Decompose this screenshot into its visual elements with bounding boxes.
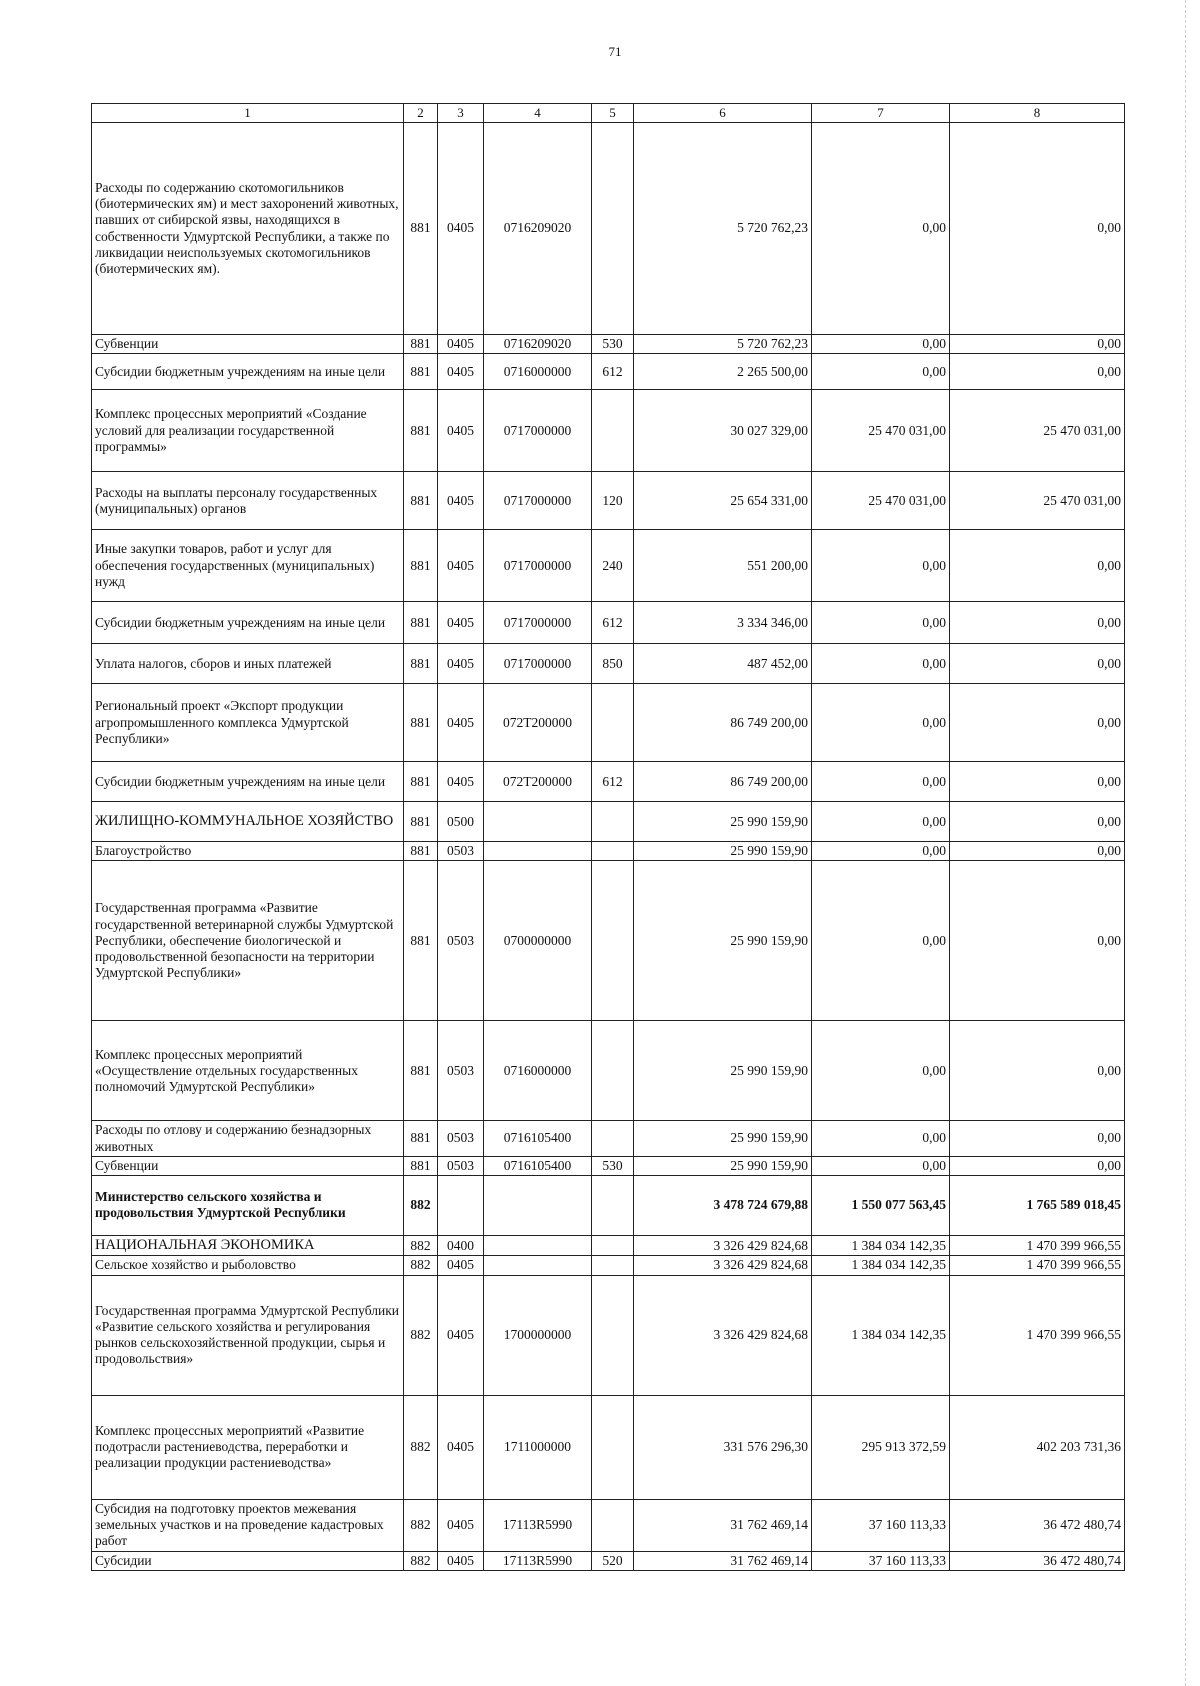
cell-admin-code: 882 — [404, 1256, 438, 1275]
cell-target-code: 072Т200000 — [484, 762, 592, 802]
cell-expense-type — [592, 842, 634, 861]
cell-target-code: 0716209020 — [484, 123, 592, 335]
cell-target-code: 0716000000 — [484, 354, 592, 390]
row-name: Региональный проект «Экспорт продукции агропромышленного комплекса Удмуртской Республики» — [92, 684, 404, 762]
cell-target-code — [484, 1175, 592, 1235]
column-header: 6 — [634, 104, 812, 123]
cell-amount-col6: 25 990 159,90 — [634, 1121, 812, 1156]
cell-amount-col7: 0,00 — [812, 684, 950, 762]
cell-target-code: 17113R5990 — [484, 1499, 592, 1551]
table-row — [92, 530, 1125, 602]
cell-target-code: 0716105400 — [484, 1121, 592, 1156]
cell-target-code: 1700000000 — [484, 1275, 592, 1395]
row-name: Субвенции — [92, 1156, 404, 1175]
cell-admin-code: 881 — [404, 390, 438, 472]
cell-admin-code: 881 — [404, 602, 438, 644]
column-header: 1 — [92, 104, 404, 123]
row-name: Субсидии бюджетным учреждениям на иные цели — [92, 762, 404, 802]
scan-edge-line — [1184, 0, 1186, 1686]
cell-amount-col8: 0,00 — [950, 1121, 1125, 1156]
cell-expense-type: 520 — [592, 1551, 634, 1570]
cell-target-code: 0717000000 — [484, 530, 592, 602]
cell-amount-col6: 25 990 159,90 — [634, 802, 812, 842]
cell-expense-type — [592, 1121, 634, 1156]
cell-section-code — [438, 1175, 484, 1235]
cell-target-code: 0716105400 — [484, 1156, 592, 1175]
column-header: 7 — [812, 104, 950, 123]
cell-target-code — [484, 1235, 592, 1255]
cell-expense-type — [592, 1395, 634, 1499]
cell-section-code: 0503 — [438, 1021, 484, 1121]
cell-amount-col8: 1 470 399 966,55 — [950, 1235, 1125, 1255]
cell-target-code: 0716209020 — [484, 335, 592, 354]
cell-amount-col6: 25 654 331,00 — [634, 472, 812, 530]
cell-amount-col8: 0,00 — [950, 684, 1125, 762]
table-row — [92, 1256, 1125, 1275]
table-row — [92, 354, 1125, 390]
cell-expense-type — [592, 802, 634, 842]
cell-amount-col6: 551 200,00 — [634, 530, 812, 602]
cell-admin-code: 882 — [404, 1395, 438, 1499]
table-row — [92, 335, 1125, 354]
row-name: Субсидия на подготовку проектов межевания земельных участков и на проведение кадастровых работ — [92, 1499, 404, 1551]
cell-target-code — [484, 1256, 592, 1275]
table-row — [92, 1121, 1125, 1156]
cell-amount-col6: 3 334 346,00 — [634, 602, 812, 644]
table-row — [92, 390, 1125, 472]
table-row-ministry-total — [92, 1175, 1125, 1235]
cell-section-code: 0503 — [438, 861, 484, 1021]
column-header: 5 — [592, 104, 634, 123]
cell-amount-col7: 25 470 031,00 — [812, 390, 950, 472]
cell-amount-col7: 0,00 — [812, 1156, 950, 1175]
cell-target-code: 072Т200000 — [484, 684, 592, 762]
cell-admin-code: 881 — [404, 530, 438, 602]
table-row — [92, 802, 1125, 842]
cell-amount-col6: 25 990 159,90 — [634, 1021, 812, 1121]
column-header: 8 — [950, 104, 1125, 123]
cell-amount-col7: 1 384 034 142,35 — [812, 1275, 950, 1395]
cell-section-code: 0405 — [438, 123, 484, 335]
table-row — [92, 1021, 1125, 1121]
column-header: 4 — [484, 104, 592, 123]
row-name: Комплекс процессных мероприятий «Развитие подотрасли растениеводства, переработки и реализации продукции растениеводства» — [92, 1395, 404, 1499]
cell-amount-col6: 25 990 159,90 — [634, 842, 812, 861]
row-name: Сельское хозяйство и рыболовство — [92, 1256, 404, 1275]
row-name: Субвенции — [92, 335, 404, 354]
cell-amount-col6: 25 990 159,90 — [634, 1156, 812, 1175]
cell-admin-code: 882 — [404, 1551, 438, 1570]
row-name: ЖИЛИЩНО-КОММУНАЛЬНОЕ ХОЗЯЙСТВО — [92, 802, 404, 842]
cell-amount-col7: 1 384 034 142,35 — [812, 1235, 950, 1255]
row-name: Субсидии — [92, 1551, 404, 1570]
cell-admin-code: 881 — [404, 1156, 438, 1175]
cell-expense-type — [592, 684, 634, 762]
cell-section-code: 0405 — [438, 335, 484, 354]
table-row — [92, 123, 1125, 335]
row-name: НАЦИОНАЛЬНАЯ ЭКОНОМИКА — [92, 1235, 404, 1255]
cell-amount-col8: 0,00 — [950, 644, 1125, 684]
cell-amount-col7: 0,00 — [812, 1121, 950, 1156]
row-name: Субсидии бюджетным учреждениям на иные цели — [92, 354, 404, 390]
cell-expense-type — [592, 1175, 634, 1235]
table-row — [92, 842, 1125, 861]
column-number-row — [92, 104, 1125, 123]
cell-target-code: 0717000000 — [484, 390, 592, 472]
table-row — [92, 1551, 1125, 1570]
cell-amount-col7: 1 384 034 142,35 — [812, 1256, 950, 1275]
cell-section-code: 0405 — [438, 684, 484, 762]
cell-admin-code: 881 — [404, 762, 438, 802]
cell-expense-type: 612 — [592, 602, 634, 644]
column-header: 3 — [438, 104, 484, 123]
table-row — [92, 1156, 1125, 1175]
cell-admin-code: 882 — [404, 1175, 438, 1235]
column-header: 2 — [404, 104, 438, 123]
cell-amount-col6: 5 720 762,23 — [634, 335, 812, 354]
cell-amount-col6: 31 762 469,14 — [634, 1551, 812, 1570]
row-name: Благоустройство — [92, 842, 404, 861]
cell-amount-col7: 0,00 — [812, 602, 950, 644]
cell-amount-col8: 0,00 — [950, 354, 1125, 390]
cell-amount-col6: 3 326 429 824,68 — [634, 1275, 812, 1395]
cell-amount-col8: 0,00 — [950, 762, 1125, 802]
row-name: Государственная программа «Развитие государственной ветеринарной службы Удмуртской Республики, обеспечение биологической и продовольственной безопасности на территории Удмуртской Республики» — [92, 861, 404, 1021]
table-row — [92, 1235, 1125, 1255]
cell-expense-type: 120 — [592, 472, 634, 530]
row-name: Расходы по содержанию скотомогильников (биотермических ям) и мест захоронений животных, павших от сибирской язвы, находящихся в собственности Удмуртской Республики, а также по ликвидации неиспользуемых скотомогильников (биотермических ям). — [92, 123, 404, 335]
cell-target-code — [484, 802, 592, 842]
row-name: Иные закупки товаров, работ и услуг для обеспечения государственных (муниципальных) нужд — [92, 530, 404, 602]
row-name: Субсидии бюджетным учреждениям на иные цели — [92, 602, 404, 644]
cell-amount-col8: 36 472 480,74 — [950, 1551, 1125, 1570]
cell-section-code: 0405 — [438, 354, 484, 390]
cell-amount-col8: 0,00 — [950, 842, 1125, 861]
cell-admin-code: 881 — [404, 335, 438, 354]
cell-amount-col6: 331 576 296,30 — [634, 1395, 812, 1499]
budget-table — [91, 103, 1125, 1571]
cell-amount-col7: 37 160 113,33 — [812, 1551, 950, 1570]
cell-expense-type — [592, 123, 634, 335]
cell-amount-col6: 487 452,00 — [634, 644, 812, 684]
cell-section-code: 0405 — [438, 472, 484, 530]
table-row — [92, 1499, 1125, 1551]
cell-expense-type: 240 — [592, 530, 634, 602]
cell-target-code: 0717000000 — [484, 644, 592, 684]
cell-amount-col7: 0,00 — [812, 802, 950, 842]
cell-section-code: 0405 — [438, 1256, 484, 1275]
cell-expense-type: 612 — [592, 762, 634, 802]
cell-section-code: 0405 — [438, 644, 484, 684]
cell-amount-col6: 3 326 429 824,68 — [634, 1235, 812, 1255]
table-row — [92, 1395, 1125, 1499]
cell-amount-col8: 0,00 — [950, 123, 1125, 335]
cell-section-code: 0400 — [438, 1235, 484, 1255]
cell-section-code: 0503 — [438, 842, 484, 861]
cell-amount-col6: 3 478 724 679,88 — [634, 1175, 812, 1235]
table-row — [92, 1275, 1125, 1395]
cell-amount-col8: 36 472 480,74 — [950, 1499, 1125, 1551]
cell-admin-code: 881 — [404, 123, 438, 335]
cell-expense-type — [592, 1235, 634, 1255]
row-name: Уплата налогов, сборов и иных платежей — [92, 644, 404, 684]
cell-admin-code: 881 — [404, 1021, 438, 1121]
cell-amount-col7: 0,00 — [812, 644, 950, 684]
cell-admin-code: 881 — [404, 842, 438, 861]
row-name: Комплекс процессных мероприятий «Осуществление отдельных государственных полномочий Удмуртской Республики» — [92, 1021, 404, 1121]
row-name: Расходы на выплаты персоналу государственных (муниципальных) органов — [92, 472, 404, 530]
cell-amount-col6: 86 749 200,00 — [634, 684, 812, 762]
cell-admin-code: 881 — [404, 644, 438, 684]
cell-amount-col8: 25 470 031,00 — [950, 472, 1125, 530]
cell-admin-code: 881 — [404, 354, 438, 390]
cell-admin-code: 882 — [404, 1499, 438, 1551]
table-row — [92, 472, 1125, 530]
table-row — [92, 861, 1125, 1021]
cell-section-code: 0405 — [438, 602, 484, 644]
cell-amount-col6: 2 265 500,00 — [634, 354, 812, 390]
cell-section-code: 0500 — [438, 802, 484, 842]
cell-amount-col7: 1 550 077 563,45 — [812, 1175, 950, 1235]
cell-amount-col8: 0,00 — [950, 802, 1125, 842]
cell-amount-col6: 5 720 762,23 — [634, 123, 812, 335]
cell-section-code: 0503 — [438, 1121, 484, 1156]
row-name: Министерство сельского хозяйства и продовольствия Удмуртской Республики — [92, 1175, 404, 1235]
cell-target-code: 0716000000 — [484, 1021, 592, 1121]
cell-admin-code: 881 — [404, 1121, 438, 1156]
cell-amount-col7: 0,00 — [812, 335, 950, 354]
cell-expense-type — [592, 861, 634, 1021]
cell-amount-col7: 37 160 113,33 — [812, 1499, 950, 1551]
cell-expense-type — [592, 390, 634, 472]
cell-section-code: 0405 — [438, 762, 484, 802]
cell-target-code: 0717000000 — [484, 472, 592, 530]
cell-section-code: 0405 — [438, 1499, 484, 1551]
cell-amount-col8: 1 470 399 966,55 — [950, 1256, 1125, 1275]
cell-amount-col8: 0,00 — [950, 861, 1125, 1021]
cell-amount-col7: 0,00 — [812, 123, 950, 335]
cell-amount-col8: 0,00 — [950, 1021, 1125, 1121]
cell-amount-col7: 0,00 — [812, 842, 950, 861]
cell-amount-col8: 0,00 — [950, 1156, 1125, 1175]
cell-target-code: 0717000000 — [484, 602, 592, 644]
cell-expense-type: 530 — [592, 335, 634, 354]
cell-expense-type — [592, 1499, 634, 1551]
cell-admin-code: 881 — [404, 861, 438, 1021]
cell-admin-code: 882 — [404, 1235, 438, 1255]
cell-admin-code: 881 — [404, 472, 438, 530]
cell-amount-col8: 1 765 589 018,45 — [950, 1175, 1125, 1235]
cell-amount-col7: 0,00 — [812, 530, 950, 602]
cell-amount-col8: 1 470 399 966,55 — [950, 1275, 1125, 1395]
cell-section-code: 0503 — [438, 1156, 484, 1175]
table-row — [92, 644, 1125, 684]
cell-amount-col6: 31 762 469,14 — [634, 1499, 812, 1551]
cell-amount-col7: 0,00 — [812, 1021, 950, 1121]
cell-amount-col6: 86 749 200,00 — [634, 762, 812, 802]
cell-amount-col6: 3 326 429 824,68 — [634, 1256, 812, 1275]
page-number: 71 — [608, 44, 622, 59]
table-row — [92, 684, 1125, 762]
cell-admin-code: 882 — [404, 1275, 438, 1395]
cell-target-code: 17113R5990 — [484, 1551, 592, 1570]
cell-amount-col7: 0,00 — [812, 354, 950, 390]
cell-amount-col8: 0,00 — [950, 602, 1125, 644]
cell-amount-col7: 0,00 — [812, 861, 950, 1021]
cell-amount-col7: 0,00 — [812, 762, 950, 802]
cell-amount-col8: 0,00 — [950, 335, 1125, 354]
cell-target-code: 1711000000 — [484, 1395, 592, 1499]
row-name: Расходы по отлову и содержанию безнадзорных животных — [92, 1121, 404, 1156]
cell-expense-type — [592, 1256, 634, 1275]
cell-expense-type — [592, 1021, 634, 1121]
cell-target-code: 0700000000 — [484, 861, 592, 1021]
row-name: Комплекс процессных мероприятий «Создание условий для реализации государственной программы» — [92, 390, 404, 472]
cell-amount-col8: 402 203 731,36 — [950, 1395, 1125, 1499]
cell-amount-col7: 25 470 031,00 — [812, 472, 950, 530]
cell-admin-code: 881 — [404, 684, 438, 762]
cell-section-code: 0405 — [438, 1395, 484, 1499]
cell-expense-type: 530 — [592, 1156, 634, 1175]
cell-amount-col6: 30 027 329,00 — [634, 390, 812, 472]
cell-amount-col7: 295 913 372,59 — [812, 1395, 950, 1499]
table-row — [92, 602, 1125, 644]
cell-section-code: 0405 — [438, 390, 484, 472]
cell-expense-type — [592, 1275, 634, 1395]
cell-admin-code: 881 — [404, 802, 438, 842]
cell-section-code: 0405 — [438, 1551, 484, 1570]
cell-expense-type: 850 — [592, 644, 634, 684]
cell-amount-col8: 25 470 031,00 — [950, 390, 1125, 472]
cell-amount-col8: 0,00 — [950, 530, 1125, 602]
cell-amount-col6: 25 990 159,90 — [634, 861, 812, 1021]
cell-section-code: 0405 — [438, 1275, 484, 1395]
row-name: Государственная программа Удмуртской Республики «Развитие сельского хозяйства и регулирования рынков сельскохозяйственной продукции, сырья и продовольствия» — [92, 1275, 404, 1395]
cell-expense-type: 612 — [592, 354, 634, 390]
table-row — [92, 762, 1125, 802]
cell-target-code — [484, 842, 592, 861]
cell-section-code: 0405 — [438, 530, 484, 602]
